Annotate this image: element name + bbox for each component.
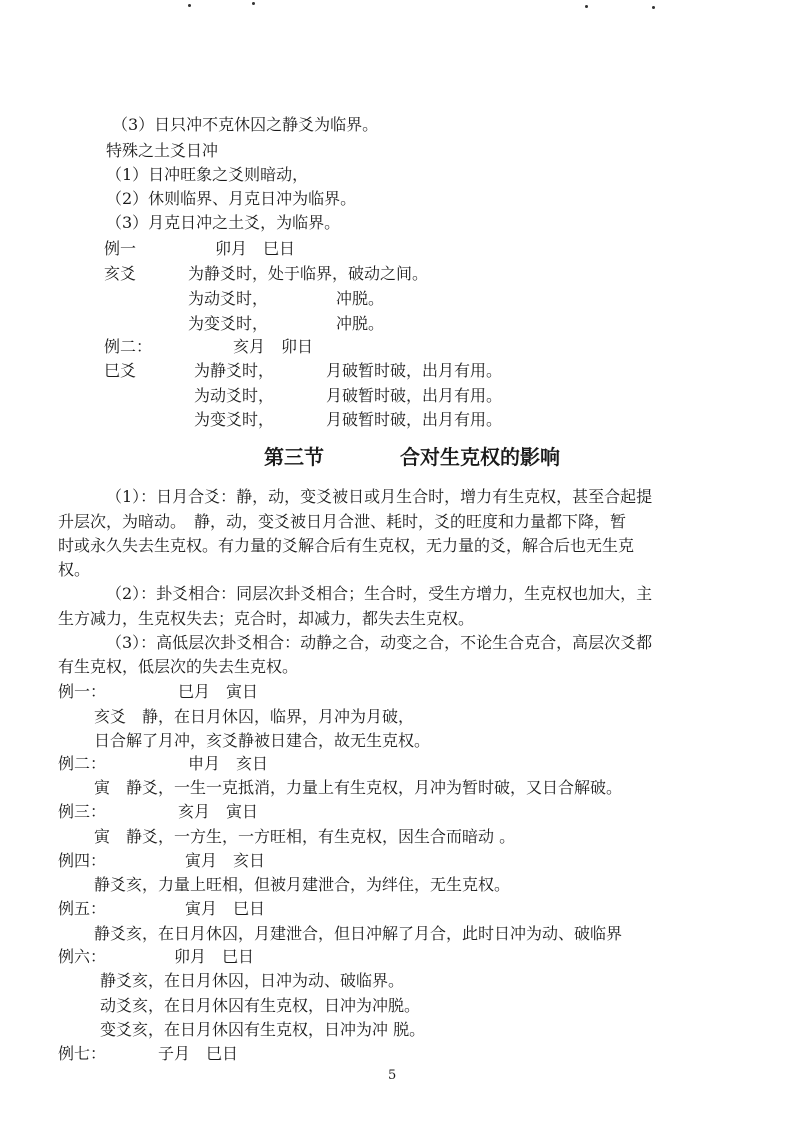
text-line: 日合解了月冲，亥爻静被日建合，故无生克权。 <box>94 731 431 750</box>
text-line: （3）月克日冲之土爻，为临界。 <box>106 213 341 232</box>
example-date: 巳月 寅日 <box>178 682 259 701</box>
scan-speck <box>188 4 191 7</box>
text-line: 权。 <box>58 560 91 579</box>
example-date: 亥月 寅日 <box>178 802 259 821</box>
example-date: 卯月 巳日 <box>215 239 296 258</box>
scan-speck <box>585 5 588 8</box>
text-line: 特殊之土爻日冲 <box>106 141 219 160</box>
text-line: 生方减力，生克权失去；克合时，却减力，都失去生克权。 <box>58 609 475 628</box>
example-label: 例四： <box>58 851 107 870</box>
text-line: （1）日冲旺象之爻则暗动， <box>106 165 309 184</box>
text-line: （3）日只冲不克休囚之静爻为临界。 <box>112 115 379 134</box>
section-number: 第三节 <box>264 445 324 469</box>
example-date: 亥月 卯日 <box>233 337 314 356</box>
text-line: 寅 静爻，一方生，一方旺相，有生克权，因生合而暗动 。 <box>94 827 516 846</box>
text-line: （2）：卦爻相合：同层次卦爻相合；生合时，受生方增力，生克权也加大，主 <box>106 584 653 603</box>
text-line: 冲脱。 <box>336 289 385 308</box>
example-date: 子月 巳日 <box>158 1044 239 1063</box>
text-line: 变爻亥，在日月休囚有生克权，日冲为冲 脱。 <box>100 1020 426 1039</box>
example-label: 例一 <box>104 239 137 258</box>
text-line: （2）休则临界、月克日冲为临界。 <box>106 189 357 208</box>
text-line: （1）：日月合爻：静，动，变爻被日或月生合时，增力有生克权，甚至合起提 <box>106 487 653 506</box>
text-line: 为动爻时， <box>194 386 275 405</box>
scan-speck <box>252 2 255 5</box>
text-line: 静爻亥，力量上旺相，但被月建泄合，为绊住，无生克权。 <box>94 875 511 894</box>
text-line: 月破暂时破，出月有用。 <box>326 361 503 380</box>
example-label: 例三： <box>58 802 107 821</box>
text-line: 为静爻时，处于临界，破动之间。 <box>188 264 429 283</box>
text-line: 有生克权，低层次的失去生克权。 <box>58 657 299 676</box>
example-date: 寅月 巳日 <box>185 899 266 918</box>
section-title: 合对生克权的影响 <box>400 445 560 469</box>
text-line: 时或永久失去生克权。有力量的爻解合后有生克权，无力量的爻，解合后也无生克 <box>58 536 635 555</box>
text-line: 冲脱。 <box>336 314 385 333</box>
scan-speck <box>652 6 655 9</box>
example-date: 寅月 亥日 <box>185 851 266 870</box>
text-line: 月破暂时破，出月有用。 <box>326 410 503 429</box>
text-line: 亥爻 静，在日月休囚，临界，月冲为月破， <box>94 707 415 726</box>
example-date: 申月 亥日 <box>188 754 269 773</box>
text-line: 静爻亥，在日月休囚，月建泄合，但日冲解了月合，此时日冲为动、破临界 <box>94 924 623 943</box>
example-label: 例二： <box>104 337 153 356</box>
example-label: 例一： <box>58 682 107 701</box>
example-label: 例六： <box>58 947 107 966</box>
example-label: 例二： <box>58 754 107 773</box>
text-line: 为动爻时， <box>188 289 269 308</box>
text-line: 静爻亥，在日月休囚，日冲为动、破临界。 <box>100 971 405 990</box>
text-line: 升层次，为暗动。 静，动，变爻被日月合泄、耗时，爻的旺度和力量都下降，暂 <box>58 512 627 531</box>
page-number: 5 <box>388 1068 397 1083</box>
text-line: （3）：高低层次卦爻相合：动静之合，动变之合，不论生合克合，高层次爻都 <box>106 633 653 652</box>
example-date: 卯月 巳日 <box>174 947 255 966</box>
text-line: 为静爻时， <box>194 361 275 380</box>
text-line: 巳爻 <box>104 361 137 380</box>
example-label: 例七： <box>58 1044 107 1063</box>
text-line: 寅 静爻，一生一克抵消，力量上有生克权，月冲为暂时破，又日合解破。 <box>94 778 623 797</box>
text-line: 月破暂时破，出月有用。 <box>326 386 503 405</box>
example-label: 例五： <box>58 899 107 918</box>
text-line: 为变爻时， <box>188 314 269 333</box>
text-line: 为变爻时， <box>194 410 275 429</box>
text-line: 动爻亥，在日月休囚有生克权，日冲为冲脱。 <box>100 996 421 1015</box>
text-line: 亥爻 <box>104 264 137 283</box>
